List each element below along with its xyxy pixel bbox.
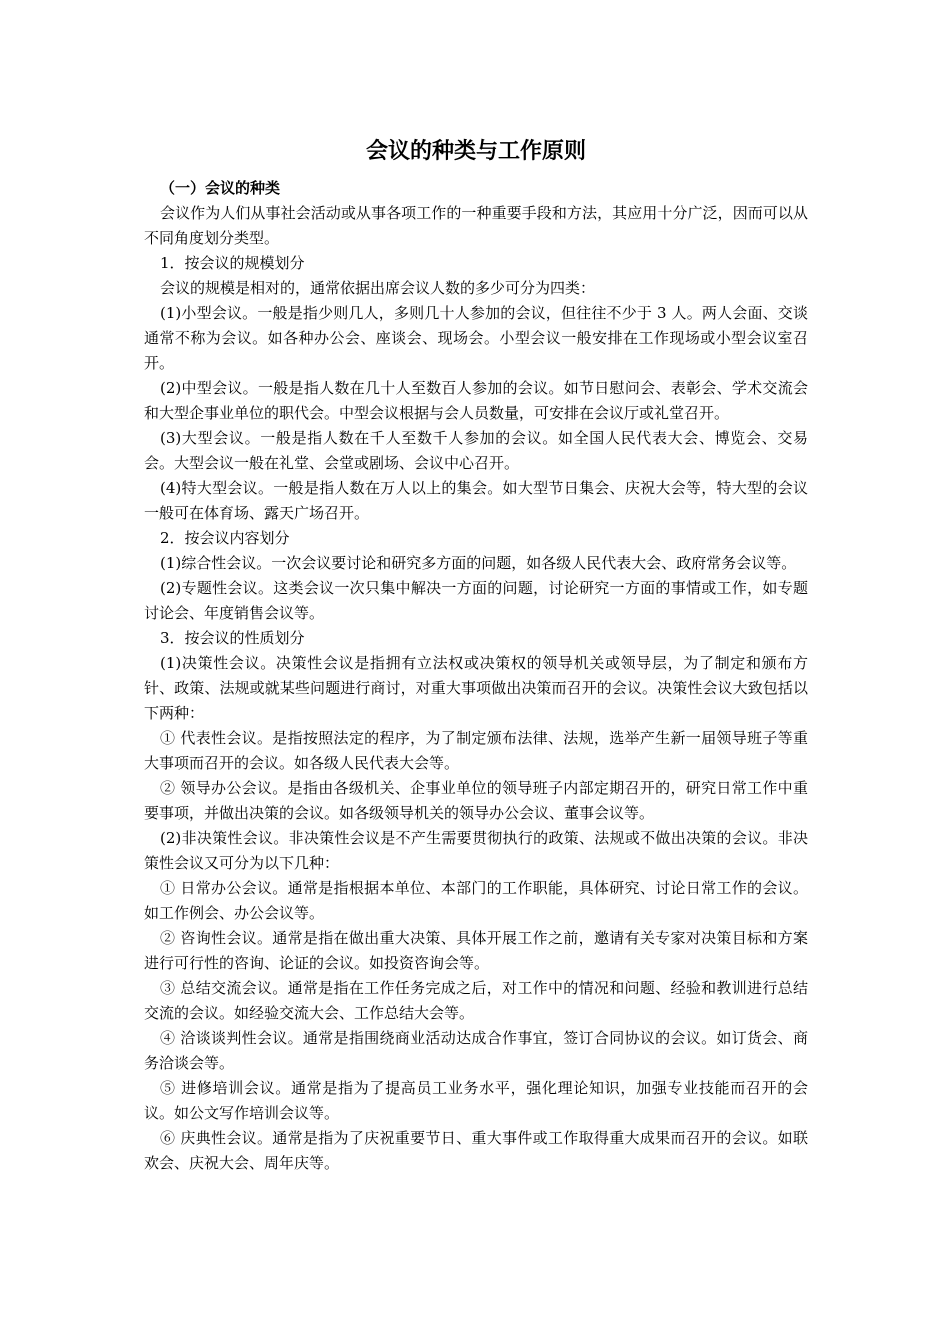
paragraph: (1)决策性会议。决策性会议是指拥有立法权或决策权的领导机关或领导层，为了制定和颁布方针、政策、法规或就某些问题进行商讨，对重大事项做出决策而召开的会议。决策性会议大致包括以下两种： (144, 654, 808, 722)
document-title: 会议的种类与工作原则 (365, 139, 586, 164)
paragraph: (4)特大型会议。一般是指人数在万人以上的集会。如大型节日集会、庆祝大会等，特大型的会议一般可在体育场、露天广场召开。 (144, 479, 808, 522)
paragraph: (2)非决策性会议。非决策性会议是不产生需要贯彻执行的政策、法规或不做出决策的会议。非决策性会议又可分为以下几种： (144, 829, 808, 872)
paragraph: ② 领导办公会议。是指由各级机关、企事业单位的领导班子内部定期召开的，研究日常工作中重要事项，并做出决策的会议。如各级领导机关的领导办公会议、董事会议等。 (144, 779, 808, 822)
paragraph: ③ 总结交流会议。通常是指在工作任务完成之后，对工作中的情况和问题、经验和教训进行总结交流的会议。如经验交流大会、工作总结大会等。 (144, 979, 808, 1022)
paragraph: ② 咨询性会议。通常是指在做出重大决策、具体开展工作之前，邀请有关专家对决策目标和方案进行可行性的咨询、论证的会议。如投资咨询会等。 (144, 929, 808, 972)
paragraph: ⑤ 进修培训会议。通常是指为了提高员工业务水平，强化理论知识，加强专业技能而召开的会议。如公文写作培训会议等。 (144, 1079, 808, 1122)
paragraph: 3．按会议的性质划分 (160, 629, 305, 647)
paragraph: (3)大型会议。一般是指人数在千人至数千人参加的会议。如全国人民代表大会、博览会、交易会。大型会议一般在礼堂、会堂或剧场、会议中心召开。 (144, 429, 808, 472)
paragraph-list (144, 201, 808, 1176)
paragraph: ① 代表性会议。是指按照法定的程序，为了制定颁布法律、法规，选举产生新一届领导班子等重大事项而召开的会议。如各级人民代表大会等。 (144, 729, 808, 772)
paragraph: ⑥ 庆典性会议。通常是指为了庆祝重要节日、重大事件或工作取得重大成果而召开的会议。如联欢会、庆祝大会、周年庆等。 (144, 1129, 808, 1172)
paragraph: 2．按会议内容划分 (160, 529, 290, 547)
paragraph: (1)小型会议。一般是指少则几人，多则几十人参加的会议，但往往不少于 3 人。两人会面、交谈通常不称为会议。如各种办公会、座谈会、现场会。小型会议一般安排在工作现场或小型会议室召开。 (144, 304, 808, 372)
paragraph: ① 日常办公会议。通常是指根据本单位、本部门的工作职能，具体研究、讨论日常工作的会议。如工作例会、办公会议等。 (144, 879, 808, 922)
section-heading: （一）会议的种类 (160, 179, 281, 197)
paragraph: (1)综合性会议。一次会议要讨论和研究多方面的问题，如各级人民代表大会、政府常务会议等。 (160, 554, 797, 572)
paragraph: 会议作为人们从事社会活动或从事各项工作的一种重要手段和方法，其应用十分广泛，因而可以从不同角度划分类型。 (144, 204, 808, 247)
document-body (144, 136, 808, 1176)
paragraph: 会议的规模是相对的，通常依据出席会议人数的多少可分为四类： (160, 279, 596, 297)
paragraph: ④ 洽谈谈判性会议。通常是指围绕商业活动达成合作事宜，签订合同协议的会议。如订货会、商务洽谈会等。 (144, 1029, 808, 1072)
paragraph: 1．按会议的规模划分 (160, 254, 305, 272)
paragraph: (2)中型会议。一般是指人数在几十人至数百人参加的会议。如节日慰问会、表彰会、学术交流会和大型企事业单位的职代会。中型会议根据与会人员数量，可安排在会议厅或礼堂召开。 (144, 379, 808, 422)
paragraph: (2)专题性会议。这类会议一次只集中解决一方面的问题，讨论研究一方面的事情或工作，如专题讨论会、年度销售会议等。 (144, 579, 808, 622)
